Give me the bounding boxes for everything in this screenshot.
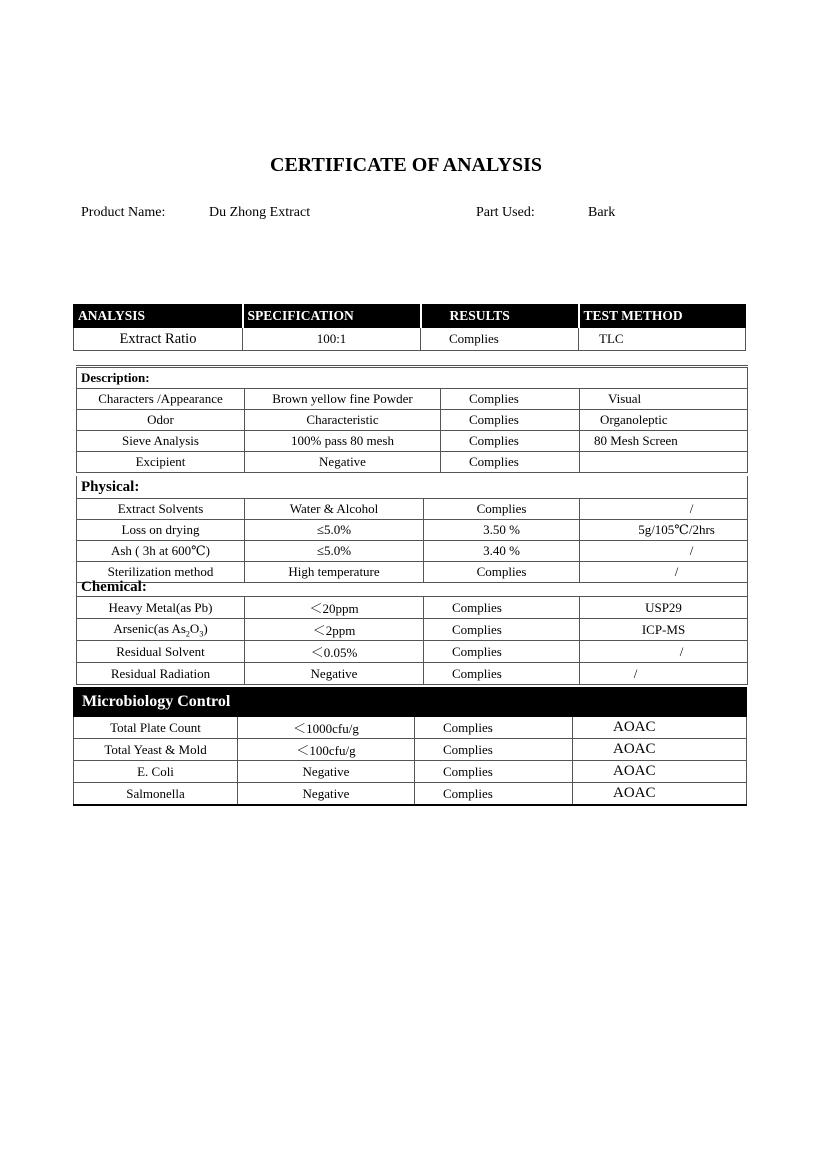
cell-analysis: Sieve Analysis [77,431,245,452]
cell-method: / [580,541,748,562]
cell-result: Complies [441,452,580,473]
cell-method: 5g/105℃/2hrs [580,520,748,541]
cell-spec: ＜2ppm [245,619,424,641]
header-test-method: TEST METHOD [579,305,746,328]
cell-result: Complies [424,641,580,663]
cell-spec: Negative [245,452,441,473]
header-row [74,305,746,328]
cell-spec: ＜0.05% [245,641,424,663]
cell-analysis: Loss on drying [77,520,245,541]
table-row [77,597,748,619]
cell-spec: ＜100cfu/g [238,739,415,761]
part-used-label: Part Used: [476,205,535,220]
cell-result: Complies [424,663,580,685]
cell-analysis [77,619,245,641]
cell-method: AOAC [573,739,747,761]
cell-method: AOAC [573,783,747,806]
cell-method: Visual [580,389,748,410]
table-row [77,619,748,641]
cell-result: Complies [415,783,573,806]
cell-result: 3.40 % [424,541,580,562]
cell-analysis: Residual Radiation [77,663,245,685]
microbiology-label: Microbiology Control [74,688,747,717]
cell-analysis: Ash ( 3h at 600℃) [77,541,245,562]
cell-spec: Negative [238,761,415,783]
cell-method: / [580,663,748,685]
cell-result: Complies [415,739,573,761]
table-row [77,541,748,562]
cell-result: Complies [424,562,580,583]
cell-analysis: Residual Solvent [77,641,245,663]
chemical-table [76,578,748,685]
table-row [77,641,748,663]
cell-spec: ＜1000cfu/g [238,717,415,739]
cell-spec: High temperature [245,562,424,583]
cell-spec: ＜20ppm [245,597,424,619]
cell-result: Complies [424,597,580,619]
cell-method: / [580,499,748,520]
cell-method: Organoleptic [580,410,748,431]
product-name-value: Du Zhong Extract [209,205,311,220]
cell-result: Complies [441,410,580,431]
microbiology-table [73,687,747,806]
ratio-spec: 100:1 [243,328,421,351]
ratio-method: TLC [579,328,746,351]
ratio-row [74,328,746,351]
description-label: Description: [77,367,748,389]
cell-result: Complies [441,389,580,410]
cell-result: Complies [415,761,573,783]
cell-analysis: Characters /Appearance [77,389,245,410]
cell-spec: Characteristic [245,410,441,431]
cell-spec: ≤5.0% [245,541,424,562]
product-name-label: Product Name: [81,205,166,220]
table-row [77,410,748,431]
physical-table [76,476,748,583]
cell-analysis: Salmonella [74,783,238,806]
cell-method: ICP-MS [580,619,748,641]
cell-analysis: Total Yeast & Mold [74,739,238,761]
ratio-result: Complies [421,328,579,351]
cell-method: AOAC [573,717,747,739]
cell-analysis: Odor [77,410,245,431]
arsenic-sub-2: 2 [185,629,190,639]
arsenic-suffix: ) [203,620,208,636]
header-table [73,304,746,351]
ratio-analysis: Extract Ratio [74,328,243,351]
cell-result: Complies [424,619,580,641]
table-row [77,389,748,410]
cell-analysis: Total Plate Count [74,717,238,739]
arsenic-sub-3: 3 [199,629,204,639]
cell-method: AOAC [573,761,747,783]
description-table [76,365,748,473]
cell-analysis: Extract Solvents [77,499,245,520]
table-row [74,761,747,783]
cell-spec: Water & Alcohol [245,499,424,520]
cell-analysis: E. Coli [74,761,238,783]
table-row [74,739,747,761]
cell-method: / [580,562,748,583]
cell-spec: 100% pass 80 mesh [245,431,441,452]
arsenic-mid: O [189,620,200,636]
cell-method [580,452,748,473]
table-row [77,520,748,541]
cell-result: Complies [415,717,573,739]
table-row [77,663,748,685]
table-row [77,499,748,520]
cell-method: 80 Mesh Screen [580,431,748,452]
table-row [74,717,747,739]
cell-method: USP29 [580,597,748,619]
cell-result: 3.50 % [424,520,580,541]
cell-analysis: Sterilization method [77,562,245,583]
chemical-label: Chemical: [77,578,748,597]
cell-spec: Negative [238,783,415,806]
table-row [74,783,747,806]
cell-spec: Brown yellow fine Powder [245,389,441,410]
cell-result: Complies [441,431,580,452]
cell-analysis: Excipient [77,452,245,473]
cell-method: / [580,641,748,663]
part-used-value: Bark [588,205,616,220]
physical-label: Physical: [77,476,748,499]
cell-spec: Negative [245,663,424,685]
table-row [77,431,748,452]
header-analysis: ANALYSIS [74,305,243,328]
header-results: RESULTS [421,305,579,328]
cell-spec: ≤5.0% [245,520,424,541]
cell-analysis: Heavy Metal(as Pb) [77,597,245,619]
table-row [77,452,748,473]
header-specification: SPECIFICATION [243,305,421,328]
document-title: CERTIFICATE OF ANALYSIS [270,154,542,176]
arsenic-prefix: Arsenic(as As [113,620,186,636]
cell-result: Complies [424,499,580,520]
